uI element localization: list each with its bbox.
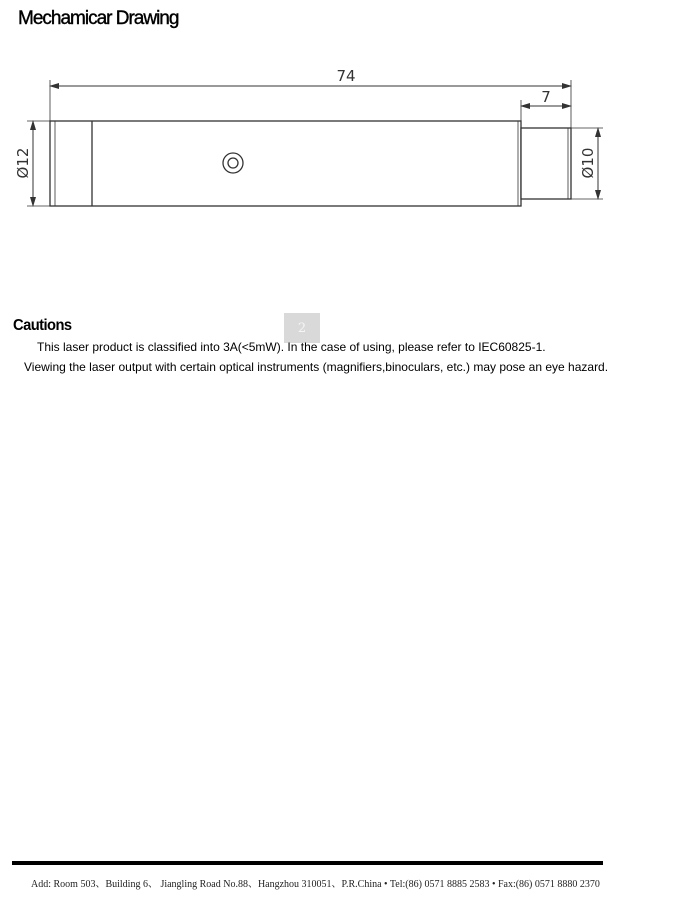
caution-line-classification: This laser product is classified into 3A(<5mW). In the case of using, please refer to IEC60825-1.: [37, 340, 546, 354]
laser-tip: [521, 128, 571, 199]
footer-address: Add: Room 503、Building 6、 Jiangling Road No.88、Hangzhou 310051、P.R.China • Tel:(86) 0571 8885 2583 • Fax:(86) 0571 8880 2370: [31, 879, 600, 890]
dim-label-total-length: 74: [336, 67, 356, 85]
page-number-marker: 2: [284, 313, 320, 343]
dim-label-body-diameter: Ø12: [14, 147, 32, 179]
dim-label-tip-diameter: Ø10: [579, 147, 597, 179]
caution-line-eye-hazard: Viewing the laser output with certain optical instruments (magnifiers,binoculars, etc.) may pose an eye hazard.: [24, 360, 609, 374]
page-title: Mechamicar Drawing: [18, 8, 179, 29]
dim-label-tip-length: 7: [541, 88, 551, 106]
laser-body: [50, 121, 521, 206]
mechanical-drawing: [0, 55, 640, 225]
footer-divider: [12, 861, 603, 865]
cautions-heading: Cautions: [13, 317, 72, 334]
